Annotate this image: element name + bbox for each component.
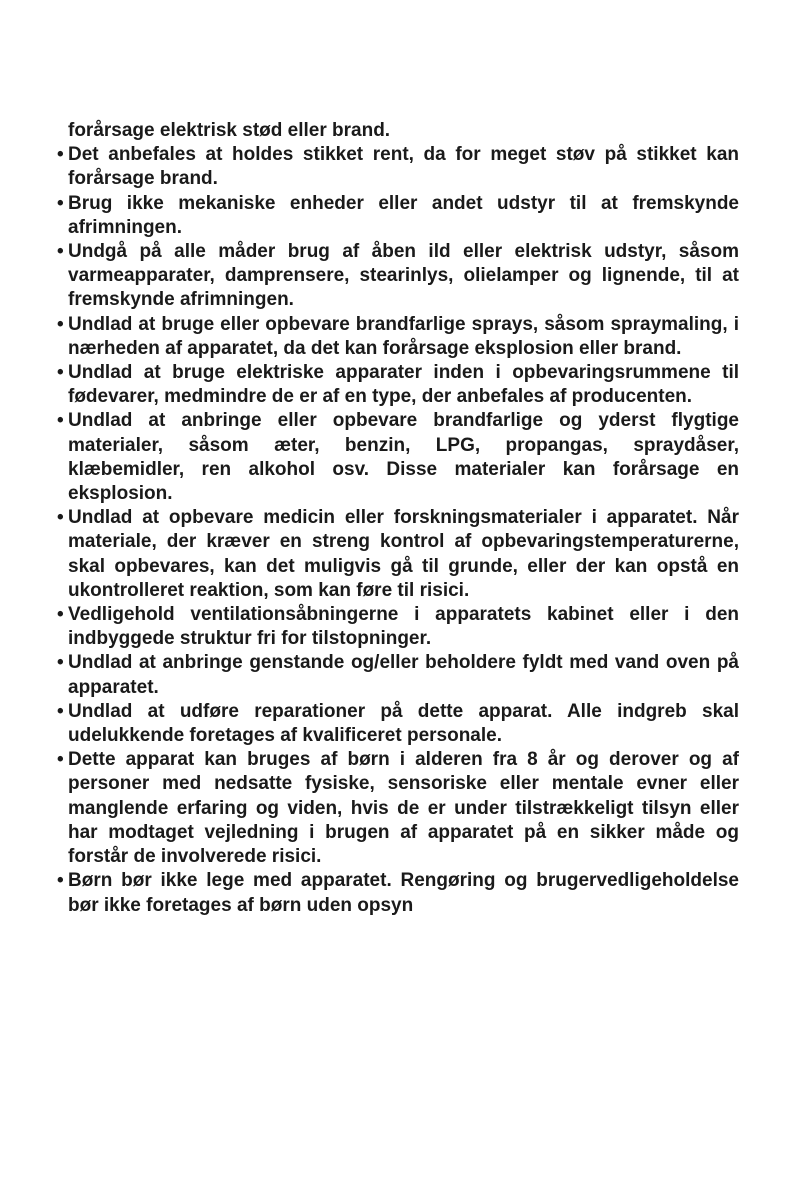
list-item-text: Undlad at udføre reparationer på dette apparat. Alle indgreb skal udelukkende foretages af kvalificeret personale. [68, 700, 739, 747]
bullet-icon: • [57, 507, 64, 529]
list-item [57, 143, 739, 191]
list-item [57, 192, 739, 240]
list-item-text: Vedligehold ventilationsåbningerne i apparatets kabinet eller i den indbyggede struktur fri for tilstopninger. [68, 604, 739, 650]
list-item-text: Brug ikke mekaniske enheder eller andet udstyr til at fremskynde afrimningen. [68, 192, 739, 238]
list-item-text: Dette apparat kan bruges af børn i alderen fra 8 år og derover og af personer med nedsatte fysiske, sensoriske eller mentale evner eller manglende erfaring og viden, hvis de er under tilstrækkeligt tilsyn eller har modtaget vejledning i brugen af apparatet på en sikker måde og forstår de involverede risici. [68, 749, 739, 868]
safety-instructions [57, 119, 739, 918]
bullet-icon: • [57, 749, 64, 771]
safety-bullet-list [57, 143, 739, 918]
list-item [57, 869, 739, 917]
list-item [57, 313, 739, 361]
intro-continuation: forårsage elektrisk stød eller brand. [68, 120, 391, 141]
bullet-icon: • [57, 241, 64, 263]
list-item [57, 603, 739, 651]
list-item-text: Undlad at anbringe eller opbevare brandfarlige og yderst flygtige materialer, såsom æter, benzin, LPG, propangas, spraydåser, klæbemidler, ren alkohol osv. Disse materialer kan forårsage en eksplosion. [68, 410, 739, 505]
list-item-text: Undlad at opbevare medicin eller forskningsmaterialer i apparatet. Når materiale, der kræver en streng kontrol af opbevaringstemperaturerne, skal opbevares, kan det muligvis gå til grunde, eller der kan opstå en ukontrolleret reaktion, som kan føre til risici. [68, 507, 739, 601]
bullet-icon: • [57, 870, 64, 892]
list-item [57, 506, 739, 603]
list-item [57, 361, 739, 409]
bullet-icon: • [57, 410, 64, 432]
list-item [57, 700, 739, 748]
list-item [57, 409, 739, 506]
list-item-text: Børn bør ikke lege med apparatet. Rengøring og brugervedligeholdelse bør ikke foretages af børn uden opsyn [68, 870, 739, 916]
bullet-icon: • [57, 652, 64, 674]
bullet-icon: • [57, 604, 64, 626]
list-item-text: Undlad at bruge elektriske apparater inden i opbevaringsrummene til fødevarer, medmindre de er af en type, der anbefales af producenten. [68, 362, 739, 408]
bullet-icon: • [57, 313, 64, 335]
list-item-text: Undlad at anbringe genstande og/eller beholdere fyldt med vand oven på apparatet. [68, 652, 739, 698]
bullet-icon: • [57, 362, 64, 384]
list-item-text: Undlad at bruge eller opbevare brandfarlige sprays, såsom spraymaling, i nærheden af apparatet, da det kan forårsage eksplosion eller brand. [68, 313, 739, 359]
list-item [57, 240, 739, 313]
bullet-icon: • [57, 700, 64, 722]
bullet-icon: • [57, 192, 64, 214]
list-item [57, 651, 739, 699]
list-item-text: Det anbefales at holdes stikket rent, da for meget støv på stikket kan forårsage brand. [68, 144, 739, 190]
bullet-icon: • [57, 144, 64, 166]
list-item-text: Undgå på alle måder brug af åben ild eller elektrisk udstyr, såsom varmeapparater, damprensere, stearinlys, olielamper og lignende, til at fremskynde afrimningen. [68, 241, 739, 311]
list-item [57, 748, 739, 869]
